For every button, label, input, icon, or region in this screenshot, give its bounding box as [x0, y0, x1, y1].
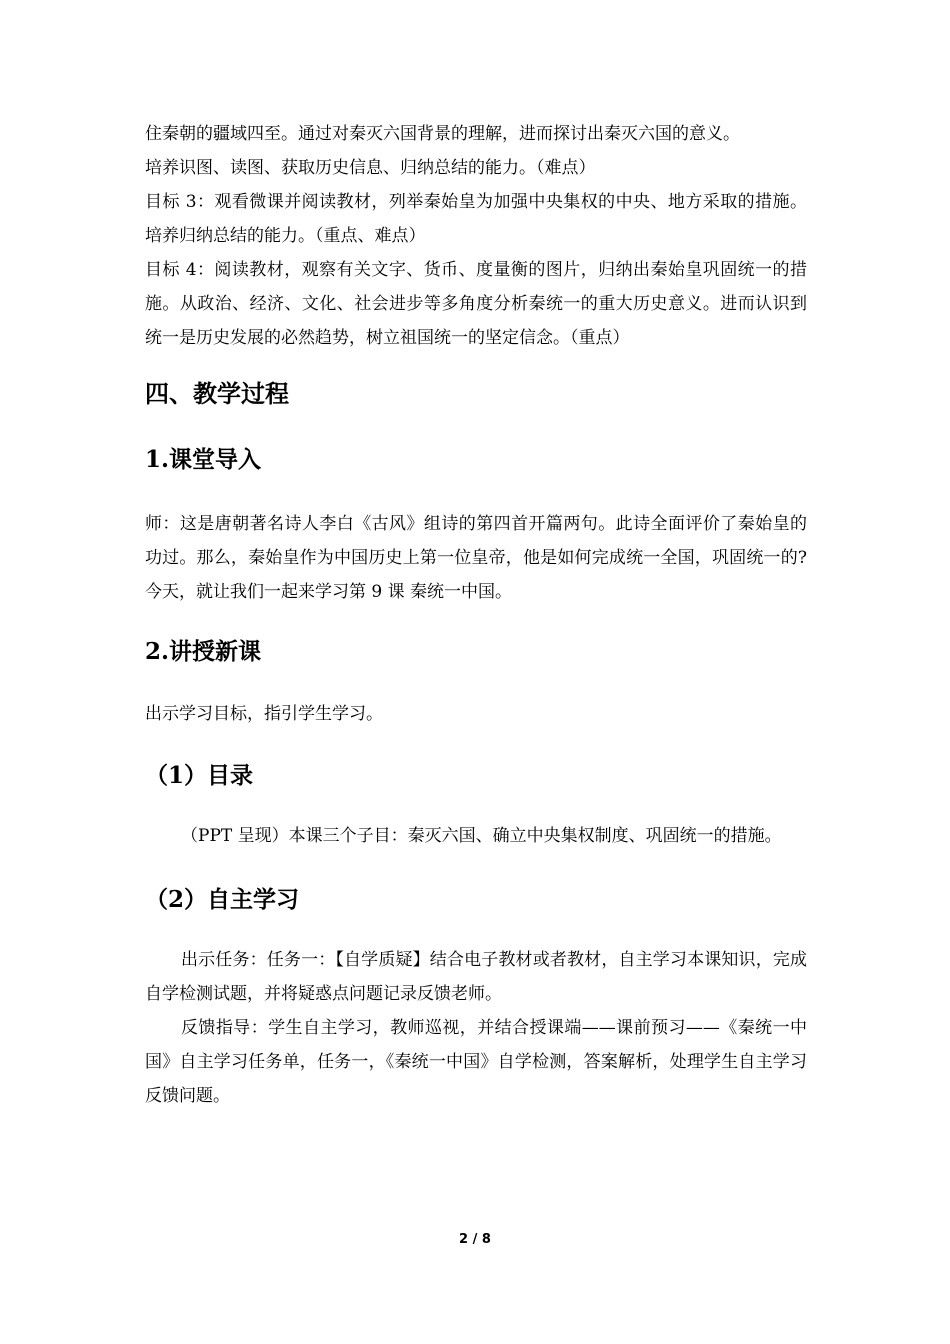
subheading-class-intro: 1.课堂导入 [145, 446, 262, 473]
goal-text-line: 培养识图、读图、获取历史信息、归纳总结的能力。（难点） [145, 158, 596, 178]
new-lesson-paragraph: 出示学习目标，指引学生学习。 [145, 704, 383, 724]
catalog-paragraph: （PPT 呈现）本课三个子目：秦灭六国、确立中央集权制度、巩固统一的措施。 [181, 826, 782, 846]
subheading-catalog: （1）目录 [145, 762, 254, 789]
goal-text-line: 住秦朝的疆域四至。通过对秦灭六国背景的理解，进而探讨出秦灭六国的意义。 [145, 124, 740, 144]
page-number: 2 / 8 [459, 1232, 491, 1247]
subheading-new-lesson: 2.讲授新课 [145, 638, 262, 665]
document-page [145, 117, 807, 1113]
section-heading-teaching-process: 四、教学过程 [145, 379, 289, 408]
self-study-task-paragraph: 出示任务：任务一：【自学质疑】结合电子教材或者教材，自主学习本课知识，完成自学检测试题，并将疑惑点问题记录反馈老师。 [145, 950, 807, 1004]
self-study-feedback-paragraph: 反馈指导：学生自主学习，教师巡视，并结合授课端——课前预习——《秦统一中国》自主学习任务单，任务一，《秦统一中国》自学检测，答案解析，处理学生自主学习反馈问题。 [145, 1018, 807, 1106]
goal-3-paragraph: 目标 3：观看微课并阅读教材，列举秦始皇为加强中央集权的中央、地方采取的措施。培养归纳总结的能力。（重点、难点） [145, 192, 807, 246]
goal-4-paragraph: 目标 4：阅读教材，观察有关文字、货币、度量衡的图片，归纳出秦始皇巩固统一的措施。从政治、经济、文化、社会进步等多角度分析秦统一的重大历史意义。进而认识到统一是历史发展的必然趋势，树立祖国统一的坚定信念。（重点） [145, 260, 807, 348]
intro-paragraph: 师：这是唐朝著名诗人李白《古风》组诗的第四首开篇两句。此诗全面评价了秦始皇的功过。那么，秦始皇作为中国历史上第一位皇帝，他是如何完成统一全国，巩固统一的?今天，就让我们一起来学习第 9 课 秦统一中国。 [145, 514, 807, 602]
subheading-self-study: （2）自主学习 [145, 886, 300, 913]
